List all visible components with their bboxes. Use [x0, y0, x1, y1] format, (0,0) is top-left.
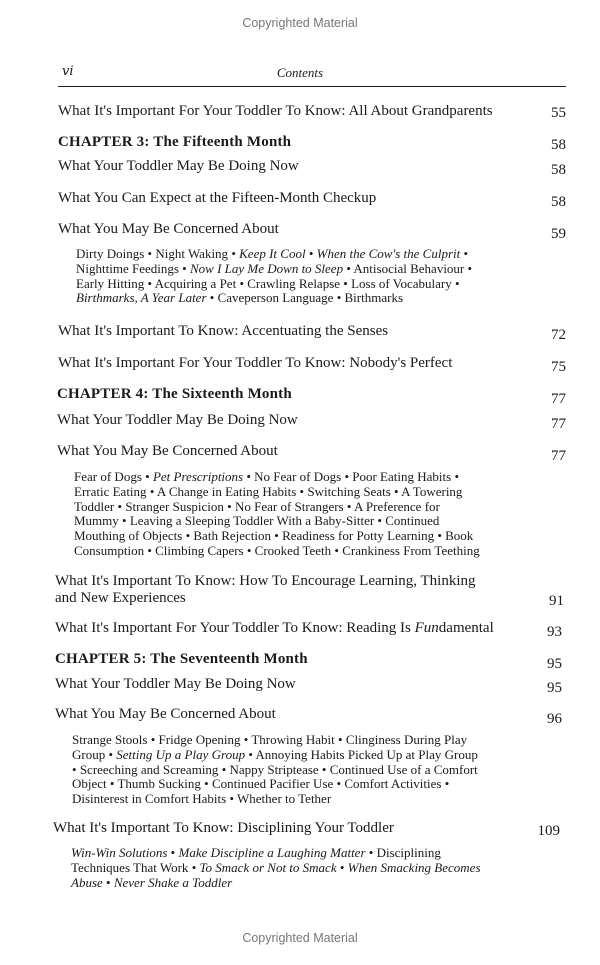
subtopics-ch5: Strange Stools • Fridge Opening • Throwing Habit • Clinginess During Play Group • Setting Up a Play Group • Annoying Habits Picked Up at Play Group • Screeching and Screaming • Nappy Striptease • Continued Use of a Comfort Object • Thumb Sucking • Continued Pacifier Use • Comfort Activities • Disinterest in Comfort Habits • Whether to Tether [72, 732, 478, 807]
subtopic-item: Continued Mouthing of Objects [74, 513, 440, 544]
toc-entry-reading [55, 620, 494, 637]
toc-page: 72 [551, 327, 566, 343]
subtopic-item: A Change in Eating Habits [156, 483, 297, 499]
toc-entry: What It's Important To Know: Accentuating the Senses [58, 323, 389, 339]
subtopics-ch5-discipline: Win-Win Solutions • Make Discipline a Laughing Matter • Disciplining Techniques That Work • To Smack or Not to Smack • When Smacking Becomes Abuse • Never Shake a Toddler [71, 845, 481, 890]
subtopic-item: Antisocial Behaviour [353, 260, 465, 276]
subtopic-item: Fridge Opening [158, 732, 241, 747]
toc-page: 109 [537, 823, 560, 839]
subtopic-item: Climbing Capers [155, 542, 244, 558]
subtopic-item: Crooked Teeth [254, 542, 332, 558]
toc-page: 95 [547, 656, 562, 672]
subtopic-item: Keep It Cool [239, 246, 306, 261]
toc-entry: What It's Important For Your Toddler To Know: Nobody's Perfect [58, 355, 453, 371]
toc-entry: What You May Be Concerned About [55, 706, 276, 722]
subtopics-ch4: Fear of Dogs • Pet Prescriptions • No Fear of Dogs • Poor Eating Habits • Erratic Eating • A Change in Eating Habits • Switching Seats • A Towering Toddler • Stranger Suspicion • No Fear of Strangers • A Preference for Mummy • Leaving a Sleeping Toddler With a Baby-Sitter • Continued Mouthing of Objects • Bath Rejection • Readiness for Potty Learning • Book Consumption • Climbing Capers • Crooked Teeth • Crankiness From Teething [74, 469, 480, 558]
subtopic-item: Crawling Relapse [247, 275, 341, 291]
subtopic-item: Dirty Doings [76, 246, 145, 261]
subtopic-item: When the Cow's the Culprit [316, 246, 461, 261]
subtopic-item: Strange Stools [72, 732, 148, 747]
toc-page: 77 [551, 391, 566, 407]
toc-page: 58 [551, 162, 566, 178]
subtopic-item: Screeching and Screaming [79, 761, 219, 777]
toc-page: 55 [551, 105, 566, 121]
running-header: Contents [276, 65, 324, 80]
subtopic-item: Acquiring a Pet [154, 275, 237, 291]
subtopic-item: Continued Pacifier Use [211, 776, 334, 792]
toc-page: 77 [551, 448, 566, 464]
toc-page: 58 [551, 137, 566, 153]
toc-page: 58 [551, 194, 566, 210]
subtopic-item: Book Consumption [74, 528, 474, 558]
toc-page: 96 [547, 711, 562, 727]
toc-entry: What You May Be Concerned About [57, 443, 278, 459]
toc-page: 77 [551, 416, 566, 432]
subtopic-item: Never Shake a Toddler [113, 874, 233, 890]
toc-page: 59 [551, 226, 566, 242]
toc-page: 93 [547, 624, 562, 640]
subtopic-item: Birthmarks [344, 290, 404, 306]
toc-page: 95 [547, 680, 562, 696]
toc-page: 91 [549, 593, 564, 609]
subtopic-item: Setting Up a Play Group [116, 746, 246, 762]
toc-entry-text: What It's Important For Your Toddler To Know: Reading Is [55, 620, 415, 636]
subtopic-item: Pet Prescriptions [152, 469, 244, 484]
subtopic-item: Continued Use of a Comfort Object [72, 761, 478, 792]
subtopic-item: Stranger Suspicion [125, 498, 224, 514]
subtopic-item: Erratic Eating [74, 483, 147, 499]
subtopic-item: To Smack or Not to Smack [199, 859, 337, 875]
chapter-3-heading: CHAPTER 3: The Fifteenth Month [58, 134, 292, 150]
toc-entry: What You May Be Concerned About [58, 221, 279, 237]
subtopic-item: Night Waking [155, 246, 229, 261]
subtopic-item: Comfort Activities [344, 776, 442, 792]
subtopic-item: Loss of Vocabulary [351, 275, 452, 291]
subtopic-item: Poor Eating Habits [352, 469, 452, 484]
subtopic-item: Now I Lay Me Down to Sleep [189, 260, 344, 276]
toc-page: 75 [551, 359, 566, 375]
watermark-bottom: Copyrighted Material [242, 931, 358, 945]
subtopic-item: Bath Rejection [193, 528, 272, 544]
chapter-4-heading: CHAPTER 4: The Sixteenth Month [57, 386, 292, 402]
subtopic-item: Disinterest in Comfort Habits [72, 791, 227, 807]
toc-entry-italic: Fun [414, 620, 439, 636]
toc-entry-text: damental [438, 620, 494, 636]
subtopic-item: Leaving a Sleeping Toddler With a Baby-Sitter [129, 513, 375, 529]
toc-entry: What Your Toddler May Be Doing Now [57, 412, 298, 428]
subtopic-item: Birthmarks, A Year Later [76, 290, 207, 306]
subtopic-item: Early Hitting [76, 275, 145, 291]
subtopic-item: Disciplining Techniques That Work [71, 845, 441, 875]
subtopic-item: Switching Seats [307, 483, 391, 499]
toc-entry: What It's Important To Know: How To Encourage Learning, Thinking and New Experiences [55, 573, 476, 606]
subtopic-item: Whether to Tether [237, 791, 332, 807]
subtopic-item: Throwing Habit [251, 732, 335, 747]
toc-entry: What You Can Expect at the Fifteen-Month Checkup [58, 190, 377, 206]
chapter-5-heading: CHAPTER 5: The Seventeenth Month [55, 651, 308, 667]
subtopics-ch3: Dirty Doings • Night Waking • Keep It Cool • When the Cow's the Culprit • Nighttime Feedings • Now I Lay Me Down to Sleep • Antisocial Behaviour • Early Hitting • Acquiring a Pet • Crawling Relapse • Loss of Vocabulary • Birthmarks, A Year Later • Caveperson Language • Birthmarks [76, 246, 473, 306]
subtopic-item: No Fear of Dogs [254, 469, 342, 484]
subtopic-item: Fear of Dogs [74, 469, 142, 484]
subtopic-item: Thumb Sucking [117, 776, 201, 792]
subtopic-item: Nighttime Feedings [76, 260, 179, 276]
toc-entry-grandparents: What It's Important For Your Toddler To Know: All About Grandparents [58, 103, 493, 119]
subtopic-item: Nappy Striptease [229, 761, 319, 777]
watermark-top: Copyrighted Material [242, 16, 358, 30]
subtopic-item: Annoying Habits Picked Up at Play Group [255, 746, 478, 762]
subtopic-item: Caveperson Language [217, 290, 334, 306]
toc-entry: What Your Toddler May Be Doing Now [58, 158, 299, 174]
subtopic-item: No Fear of Strangers [234, 498, 344, 514]
subtopic-item: Clinginess During Play Group [72, 732, 468, 762]
subtopic-item: When Smacking Becomes Abuse [71, 859, 481, 890]
toc-entry: What It's Important To Know: Disciplining Your Toddler [53, 820, 394, 836]
subtopic-item: A Preference for Mummy [74, 498, 440, 529]
subtopic-item: Crankiness From Teething [342, 542, 480, 558]
subtopic-item: A Towering Toddler [74, 483, 463, 514]
toc-entry: What Your Toddler May Be Doing Now [55, 676, 296, 692]
subtopic-item: Make Discipline a Laughing Matter [178, 845, 366, 860]
subtopic-item: Win-Win Solutions [71, 845, 168, 860]
page-number: vi [62, 64, 74, 79]
subtopic-item: Readiness for Potty Learning [282, 528, 435, 544]
